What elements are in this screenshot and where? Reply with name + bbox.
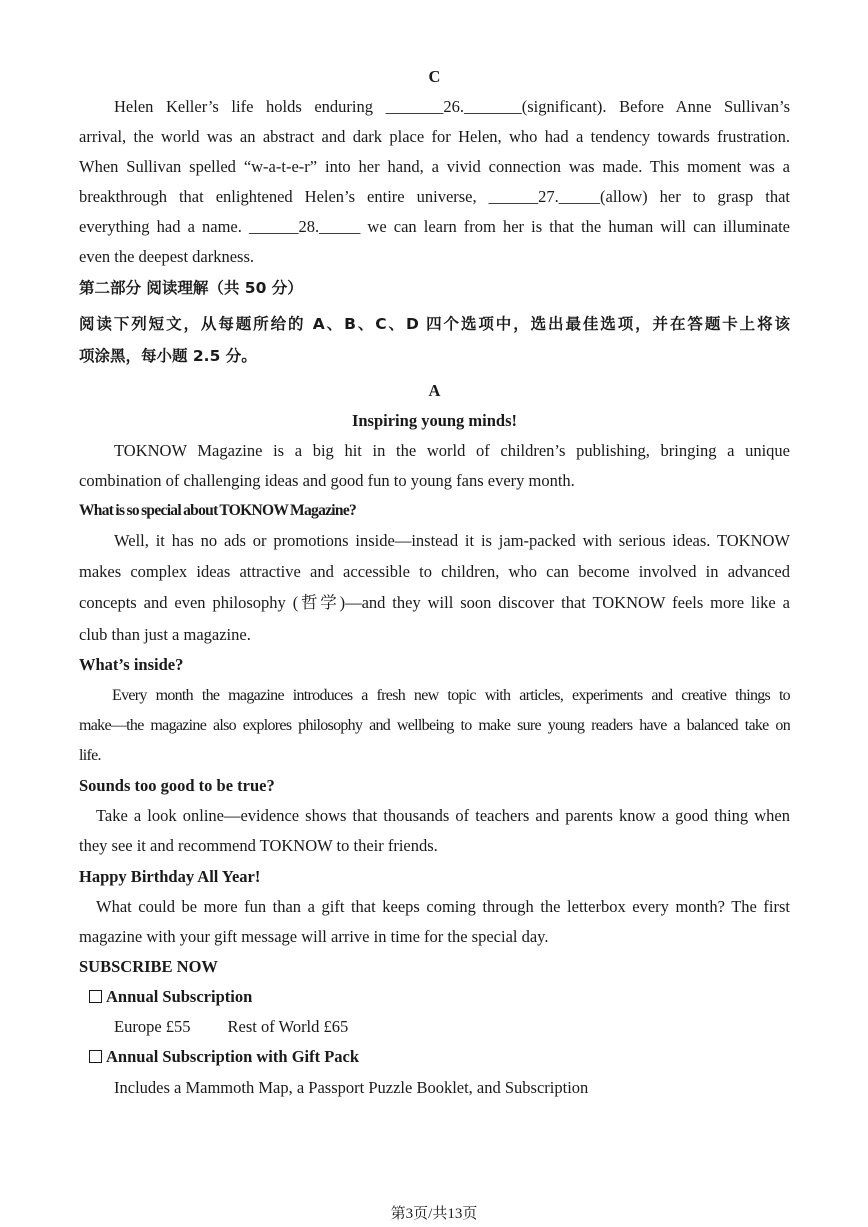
answer-inside-1: Every month the magazine introduces a fresh new topic with articles, experiments and creative things to [112, 687, 790, 704]
answer-inside-2: make—the magazine also explores philosophy and wellbeing to make sure young readers have a balanced take on [79, 717, 790, 734]
passage-a-intro-1: TOKNOW Magazine is a big hit in the world of children’s publishing, bringing a unique [114, 441, 790, 460]
question-birthday-heading: Happy Birthday All Year! [79, 867, 261, 886]
answer-inside-3: life. [79, 747, 101, 764]
passage-a-title: Inspiring young minds! [351, 411, 518, 430]
answer-true-2: they see it and recommend TOKNOW to their friends. [79, 836, 438, 855]
checkbox-icon[interactable] [89, 1050, 102, 1063]
section-c-line-5: everything had a name. ______28._____ we can learn from her is that the human will can illuminate [79, 217, 790, 236]
section-c-line-2: arrival, the world was an abstract and dark place for Helen, who had a tendency towards frustration. [79, 127, 790, 146]
part-two-instruction-2: 项涂黑，每小题 2.5 分。 [79, 347, 257, 365]
passage-a-label: A [428, 381, 441, 400]
subscribe-heading: SUBSCRIBE NOW [79, 957, 218, 976]
section-c-heading: C [428, 67, 441, 86]
answer-special-2: makes complex ideas attractive and accessible to children, who can become involved in advanced [79, 562, 790, 581]
subscription-option-gift-pack-label: Annual Subscription with Gift Pack [106, 1047, 360, 1066]
price-row [114, 1012, 714, 1042]
question-special-heading: What is so special about TOKNOW Magazine? [79, 502, 357, 519]
subscription-option-annual[interactable] [89, 982, 689, 1012]
price-rest-of-world: Rest of World £65 [227, 1017, 349, 1036]
gift-pack-detail: Includes a Mammoth Map, a Passport Puzzle Booklet, and Subscription [114, 1078, 589, 1097]
checkbox-icon[interactable] [89, 990, 102, 1003]
answer-birthday-2: magazine with your gift message will arrive in time for the special day. [79, 927, 549, 946]
section-c-line-1: Helen Keller’s life holds enduring _______26._______(significant). Before Anne Sullivan’s [114, 97, 790, 116]
part-two-title: 第二部分 阅读理解（共 50 分） [79, 279, 303, 297]
answer-special-4: club than just a magazine. [79, 625, 251, 644]
part-two-instruction-1: 阅读下列短文，从每题所给的 A、B、C、D 四个选项中，选出最佳选项，并在答题卡上将该 [79, 315, 790, 333]
section-c-line-4: breakthrough that enlightened Helen’s entire universe, ______27._____(allow) her to grasp that [79, 187, 790, 206]
answer-true-1: Take a look online—evidence shows that thousands of teachers and parents know a good thing when [96, 806, 790, 825]
question-inside-heading: What’s inside? [79, 655, 184, 674]
question-true-heading: Sounds too good to be true? [79, 776, 275, 795]
page-number: 第3页/共13页 [390, 1206, 478, 1222]
answer-special-3: concepts and even philosophy (哲学)—and they will soon discover that TOKNOW feels more like a [79, 593, 790, 612]
answer-birthday-1: What could be more fun than a gift that keeps coming through the letterbox every month? The first [96, 897, 790, 916]
passage-a-intro-2: combination of challenging ideas and good fun to young fans every month. [79, 471, 575, 490]
subscription-option-gift-pack[interactable] [89, 1042, 689, 1072]
answer-special-1: Well, it has no ads or promotions inside—instead it is jam-packed with serious ideas. TOKNOW [114, 531, 790, 550]
section-c-line-6: even the deepest darkness. [79, 247, 255, 266]
price-europe: Europe £55 [114, 1017, 191, 1036]
section-c-line-3: When Sullivan spelled “w-a-t-e-r” into her hand, a vivid connection was made. This moment was a [79, 157, 790, 176]
subscription-option-annual-label: Annual Subscription [106, 987, 253, 1006]
